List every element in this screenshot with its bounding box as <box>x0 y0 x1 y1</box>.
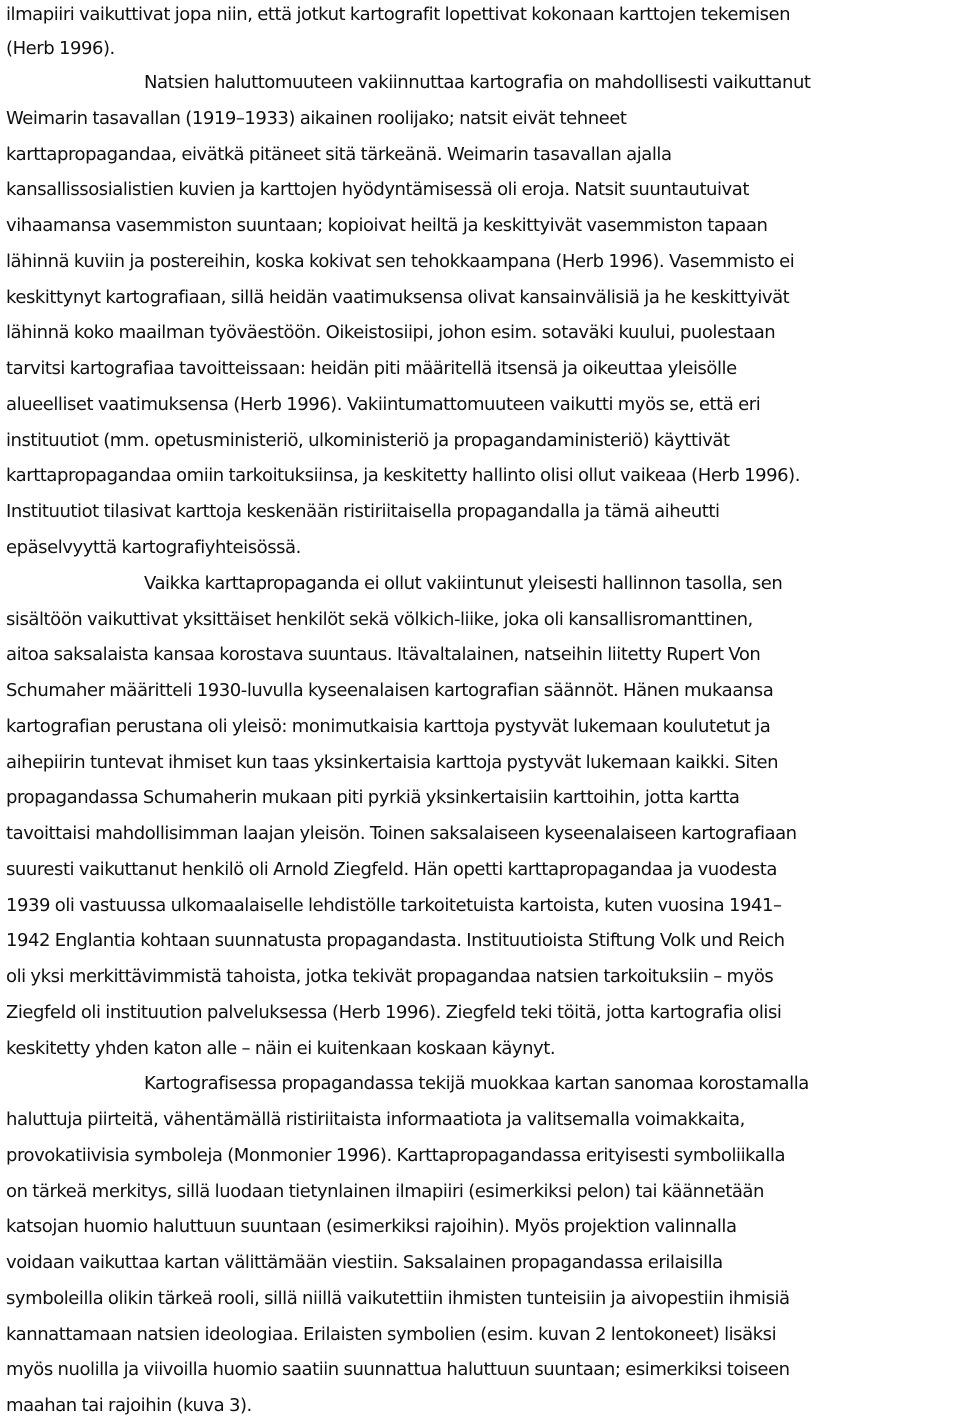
text-line: (Herb 1996). <box>6 38 115 59</box>
text-line: maahan tai rajoihin (kuva 3). <box>6 1395 252 1416</box>
text-line: kannattamaan natsien ideologiaa. Erilaisten symbolien (esim. kuvan 2 lentokoneet) lisäksi <box>6 1324 777 1345</box>
text-line: Kartografisessa propagandassa tekijä muokkaa kartan sanomaa korostamalla <box>144 1073 809 1094</box>
text-line: provokatiivisia symboleja (Monmonier 1996). Karttapropagandassa erityisesti symboliikalla <box>6 1145 786 1166</box>
text-line: haluttuja piirteitä, vähentämällä ristiriitaista informaatiota ja valitsemalla voimakkaita, <box>6 1109 745 1130</box>
text-line: tarvitsi kartografiaa tavoitteissaan: heidän piti määritellä itsensä ja oikeuttaa yleisölle <box>6 358 737 379</box>
text-line: kansallissosialistien kuvien ja karttojen hyödyntämisessä oli eroja. Natsit suuntautuivat <box>6 179 749 200</box>
text-line: on tärkeä merkitys, sillä luodaan tietynlainen ilmapiiri (esimerkiksi pelon) tai käännetään <box>6 1181 764 1202</box>
text-line: tavoittaisi mahdollisimman laajan yleisön. Toinen saksalaiseen kyseenalaiseen kartografiaan <box>6 823 797 844</box>
text-line: sisältöön vaikuttivat yksittäiset henkilöt sekä völkich-liike, joka oli kansallisromanttinen, <box>6 609 753 630</box>
text-line: Ziegfeld oli instituution palveluksessa (Herb 1996). Ziegfeld teki töitä, jotta kartografia olisi <box>6 1002 782 1023</box>
text-line: vihaamansa vasemmiston suuntaan; kopioivat heiltä ja keskittyivät vasemmiston tapaan <box>6 215 768 236</box>
text-line: 1942 Englantia kohtaan suunnatusta propagandasta. Instituutioista Stiftung Volk und Reich <box>6 930 785 951</box>
text-line: ilmapiiri vaikuttivat jopa niin, että jotkut kartografit lopettivat kokonaan karttojen tekemisen <box>6 4 791 25</box>
text-line: katsojan huomio haluttuun suuntaan (esimerkiksi rajoihin). Myös projektion valinnalla <box>6 1216 737 1237</box>
text-line: suuresti vaikuttanut henkilö oli Arnold Ziegfeld. Hän opetti karttapropagandaa ja vuodesta <box>6 859 777 880</box>
text-line: karttapropagandaa, eivätkä pitäneet sitä tärkeänä. Weimarin tasavallan ajalla <box>6 144 672 165</box>
text-line: Weimarin tasavallan (1919–1933) aikainen roolijako; natsit eivät tehneet <box>6 108 627 129</box>
text-line: kartografian perustana oli yleisö: monimutkaisia karttoja pystyvät lukemaan koulutetut ja <box>6 716 771 737</box>
text-line: aihepiirin tuntevat ihmiset kun taas yksinkertaisia karttoja pystyvät lukemaan kaikki. Siten <box>6 752 779 773</box>
text-line: myös nuolilla ja viivoilla huomio saatiin suunnattua haluttuun suuntaan; esimerkiksi toiseen <box>6 1359 790 1380</box>
text-line: lähinnä kuviin ja postereihin, koska kokivat sen tehokkaampana (Herb 1996). Vasemmisto ei <box>6 251 795 272</box>
text-line: Natsien haluttomuuteen vakiinnuttaa kartografia on mahdollisesti vaikuttanut <box>144 72 811 93</box>
text-line: oli yksi merkittävimmistä tahoista, jotka tekivät propagandaa natsien tarkoituksiin – myös <box>6 966 774 987</box>
text-line: karttapropagandaa omiin tarkoituksiinsa, ja keskitetty hallinto olisi ollut vaikeaa (Herb 1996). <box>6 465 800 486</box>
text-line: aitoa saksalaista kansaa korostava suuntaus. Itävaltalainen, natseihin liitetty Rupert Von <box>6 644 761 665</box>
text-line: symboleilla olikin tärkeä rooli, sillä niillä vaikutettiin ihmisten tunteisiin ja aivopestiin ihmisiä <box>6 1288 790 1309</box>
text-line: lähinnä koko maailman työväestöön. Oikeistosiipi, johon esim. sotaväki kuului, puolestaan <box>6 322 776 343</box>
text-line: instituutiot (mm. opetusministeriö, ulkoministeriö ja propagandaministeriö) käyttivät <box>6 430 730 451</box>
text-line: keskitetty yhden katon alle – näin ei kuitenkaan koskaan käynyt. <box>6 1038 556 1059</box>
text-line: propagandassa Schumaherin mukaan piti pyrkiä yksinkertaisiin karttoihin, jotta kartta <box>6 787 740 808</box>
text-line: alueelliset vaatimuksensa (Herb 1996). Vakiintumattomuuteen vaikutti myös se, että eri <box>6 394 761 415</box>
text-line: keskittynyt kartografiaan, sillä heidän vaatimuksensa olivat kansainvälisiä ja he keskittyivät <box>6 287 790 308</box>
text-line: Instituutiot tilasivat karttoja keskenään ristiriitaisella propagandalla ja tämä aiheutti <box>6 501 720 522</box>
text-line: epäselvyyttä kartografiyhteisössä. <box>6 537 301 558</box>
text-line: Schumaher määritteli 1930-luvulla kyseenalaisen kartografian säännöt. Hänen mukaansa <box>6 680 774 701</box>
text-line: Vaikka karttapropaganda ei ollut vakiintunut yleisesti hallinnon tasolla, sen <box>144 573 783 594</box>
text-line: 1939 oli vastuussa ulkomaalaiselle lehdistölle tarkoitetuista kartoista, kuten vuosina 1941– <box>6 895 782 916</box>
text-line: voidaan vaikuttaa kartan välittämään viestiin. Saksalainen propagandassa erilaisilla <box>6 1252 723 1273</box>
